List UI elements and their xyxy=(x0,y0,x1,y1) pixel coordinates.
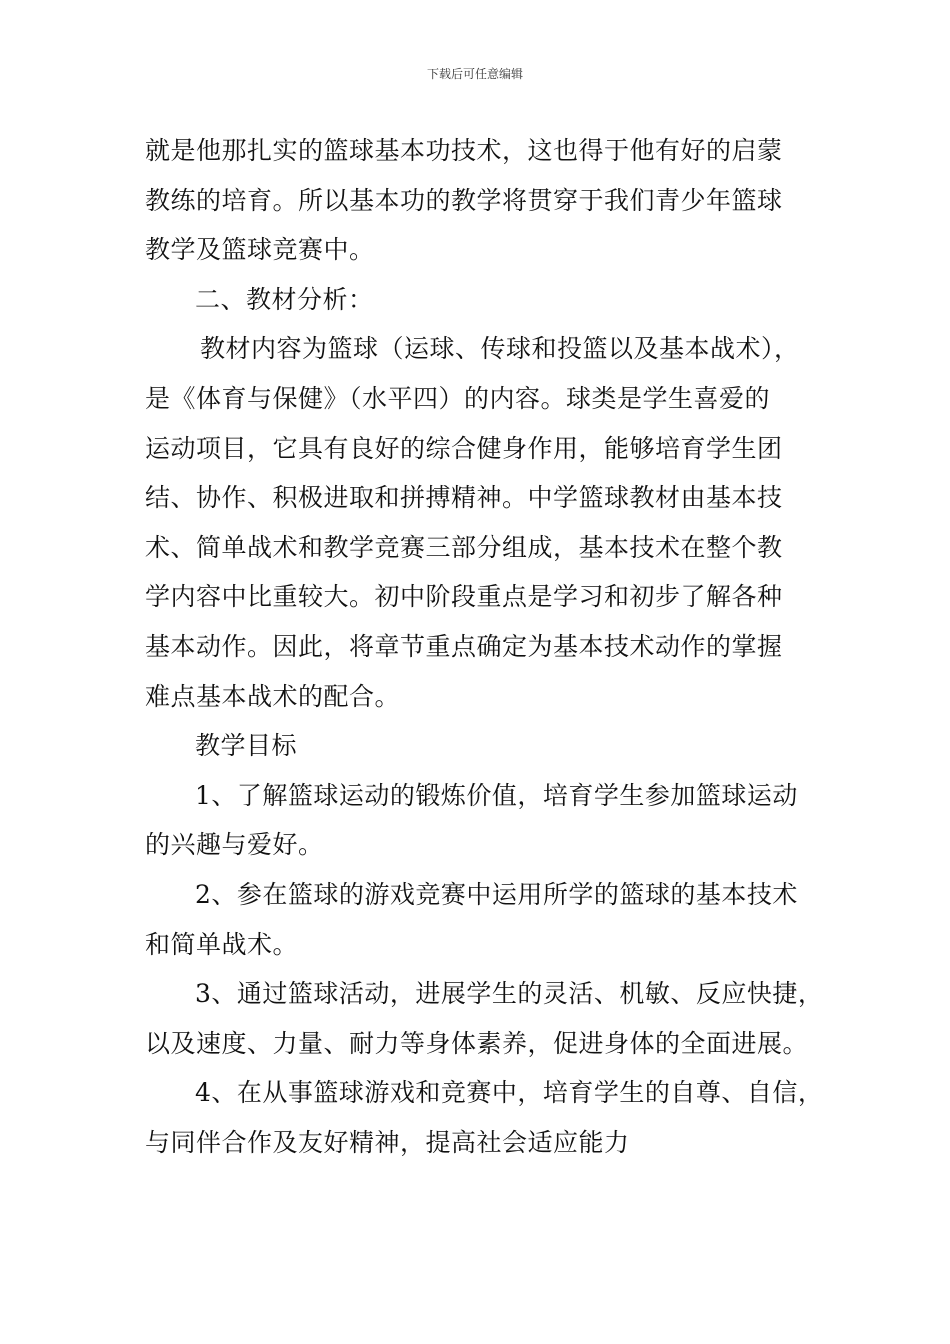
section-heading: 二、教材分析： xyxy=(195,284,374,314)
body-line: 以及速度、力量、耐力等身体素养，促进身体的全面进展。 xyxy=(145,1028,809,1058)
page-header: 下载后可任意编辑 xyxy=(426,67,523,81)
body-line: 教材内容为篮球（运球、传球和投篮以及基本战术）， xyxy=(200,334,800,364)
body-line: 2、参在篮球的游戏竞赛中运用所学的篮球的基本技术 xyxy=(195,879,798,909)
body-line: 结、协作、积极进取和拼搏精神。中学篮球教材由基本技 xyxy=(145,483,783,513)
body-line: 运动项目，它具有良好的综合健身作用，能够培育学生团 xyxy=(145,433,783,463)
body-line: 基本动作。因此，将章节重点确定为基本技术动作的掌握 xyxy=(145,631,783,661)
body-line: 1、了解篮球运动的锻炼价值，培育学生参加篮球运动 xyxy=(195,780,798,810)
body-line: 就是他那扎实的篮球基本功技术，这也得于他有好的启蒙 xyxy=(145,136,783,165)
body-line: 和简单战术。 xyxy=(145,929,299,959)
section-heading: 教学目标 xyxy=(195,731,298,761)
body-line: 3、通过篮球活动，进展学生的灵活、机敏、反应快捷， xyxy=(195,979,824,1009)
body-line: 4、在从事篮球游戏和竞赛中，培育学生的自尊、自信， xyxy=(195,1078,824,1108)
document-body xyxy=(145,126,824,1167)
body-line: 教学及篮球竞赛中。 xyxy=(145,235,375,265)
body-line: 学内容中比重较大。初中阶段重点是学习和初步了解各种 xyxy=(145,582,783,612)
body-line: 教练的培育。所以基本功的教学将贯穿于我们青少年篮球 xyxy=(145,185,783,215)
body-line: 是《体育与保健》（水平四）的内容。球类是学生喜爱的 xyxy=(145,383,771,413)
body-line: 的兴趣与爱好。 xyxy=(145,830,324,860)
body-line: 术、简单战术和教学竞赛三部分组成，基本技术在整个教 xyxy=(145,532,783,562)
body-line: 难点基本战术的配合。 xyxy=(145,681,401,711)
body-line: 与同伴合作及友好精神，提高社会适应能力 xyxy=(145,1127,630,1157)
